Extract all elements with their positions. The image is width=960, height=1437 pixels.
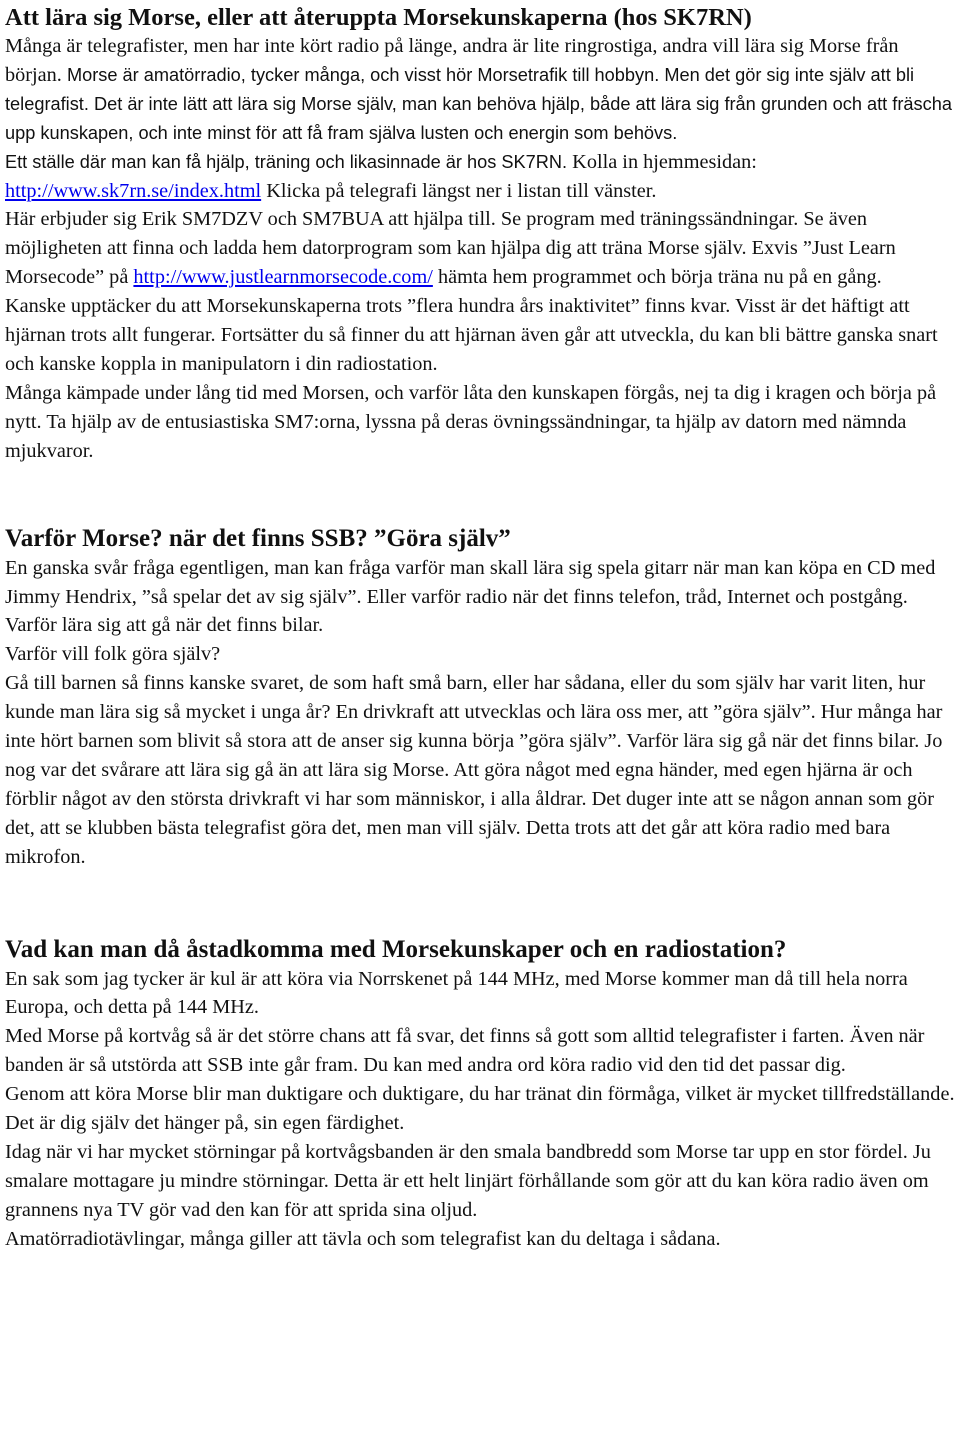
sk7rn-after-text: Klicka på telegrafi längst ner i listan till vänster.: [261, 179, 657, 202]
program-text: Här erbjuder sig Erik SM7DZV och SM7BUA att hjälpa till. Se program med träningssändningar. Se även möjligheten att finna och ladda hem datorprogram som kan hjälpa dig att träna Morse själv. Exvis ”Just Learn Morsecode” på: [5, 208, 896, 289]
shortwave-paragraph: Med Morse på kortvåg så är det större chans att få svar, det finns så gott som alltid telegrafister i farten. Även när banden är så utstörda att SSB inte går fram. Du kan med andra ord köra radio vid den tid det passar dig.: [5, 1025, 925, 1077]
document-page: [5, 0, 955, 1254]
sk7rn-sans-text: Ett ställe där man kan få hjälp, träning och likasinnade är hos SK7RN.: [5, 151, 568, 172]
justlearnmorsecode-link[interactable]: http://www.justlearnmorsecode.com/: [133, 266, 433, 289]
section-what-to-achieve: [5, 935, 955, 1254]
question-paragraph: En ganska svår fråga egentligen, man kan fråga varför man skall lära sig spela gitarr när man kan köpa en CD med Jimmy Hendrix, ”så spelar det av sig själv”. Eller varför radio när det finns telefon, tråd, Internet och postgång. Varför lära sig att gå när det finns bilar.: [5, 556, 936, 637]
contest-paragraph: Amatörradiotävlingar, många giller att tävla och som telegrafist kan du deltaga i sådana.: [5, 1227, 721, 1250]
section-why-morse: [5, 524, 955, 872]
sk7rn-serif-text: Kolla in hjemmesidan:: [567, 150, 757, 173]
section-title: Att lära sig Morse, eller att återuppta Morsekunskaperna (hos SK7RN): [5, 4, 752, 31]
do-yourself-question: Varför vill folk göra själv?: [5, 643, 221, 666]
brain-paragraph: Kanske upptäcker du att Morsekunskaperna trots ”flera hundra års inaktivitet” finns kvar. Visst är det häftigt att hjärnan trots allt fungerar. Fortsätter du så finner du att hjärnan även går att utveckla, du kan bli bättre ganska snart och kanske koppla in manipulatorn i din radiostation.: [5, 295, 938, 375]
section-learn-morse: [5, 0, 955, 466]
aurora-paragraph: En sak som jag tycker är kul är att köra via Norrskenet på 144 MHz, med Morse kommer man då till hela norra Europa, och detta på 144 MHz.: [5, 967, 908, 1019]
section-spacer: [5, 466, 955, 524]
intro-sans-text: Morse är amatörradio, tycker många, och visst hör Morsetrafik till hobbyn. Men det gör sig inte själv att bli telegrafist. Det är inte lätt att lära sig Morse själv, man kan behöva hjälp, både att lära sig från grunden och att fräscha upp kunskapen, och inte minst för att få fram själva lusten och energin som behövs.: [5, 64, 952, 143]
section-title: Vad kan man då åstadkomma med Morsekunskaper och en radiostation?: [5, 935, 787, 963]
bandwidth-paragraph: Idag när vi har mycket störningar på kortvågsbanden är den smala bandbredd som Morse tar upp en stor fördel. Ju smalare mottagare ju mindre störningar. Detta är ett helt linjärt förhållande som gör att du kan köra radio även om grannens nya TV gör vad den kan för att sprida sina oljud.: [5, 1141, 931, 1221]
section-spacer: [5, 872, 955, 935]
sk7rn-paragraph: [5, 148, 955, 206]
program-paragraph: [5, 205, 955, 292]
restart-paragraph: Många kämpade under lång tid med Morsen, och varför låta den kunskapen förgås, nej ta dig i kragen och börja på nytt. Ta hjälp av de entusiastiska SM7:orna, lyssna på deras övningssändningar, ta hjälp av datorn med nämnda mjukvaror.: [5, 381, 937, 462]
skill-paragraph: Genom att köra Morse blir man duktigare och duktigare, du har tränat din förmåga, vilket är mycket tillfredställande. Det är dig själv det hänger på, sin egen färdighet.: [5, 1083, 955, 1135]
intro-serif-text: Många är telegrafister, men har inte kört radio på länge, andra är lite ringrostiga, andra vill lära sig Morse från början.: [5, 35, 899, 86]
sk7rn-link[interactable]: http://www.sk7rn.se/index.html: [5, 179, 262, 202]
intro-paragraph: [5, 32, 955, 148]
program-after-text: hämta hem programmet och börja träna nu på en gång.: [432, 266, 882, 289]
children-paragraph: Gå till barnen så finns kanske svaret, de som haft små barn, eller har sådana, eller du som själv har varit liten, hur kunde man lära sig så mycket i unga år? En drivkraft att utvecklas och lära oss mer, att ”göra själv”. Hur många har inte hört barnen som blivit så stora att de anser sig kunna börja ”göra själv”. Varför lära sig gå när det finns bilar. Jo nog var det svårare att lära sig gå än att lära sig Morse. Att göra något med egna händer, med egen hjärna är och förblir något av den största drivkraft vi har som människor, i alla åldrar. Det duger inte att se någon annan som gör det, att se klubben bästa telegrafist göra det, men man vill själv. Detta trots att det går att köra radio med bara mikrofon.: [5, 672, 943, 868]
section-title: Varför Morse? när det finns SSB? ”Göra själv”: [5, 524, 511, 552]
